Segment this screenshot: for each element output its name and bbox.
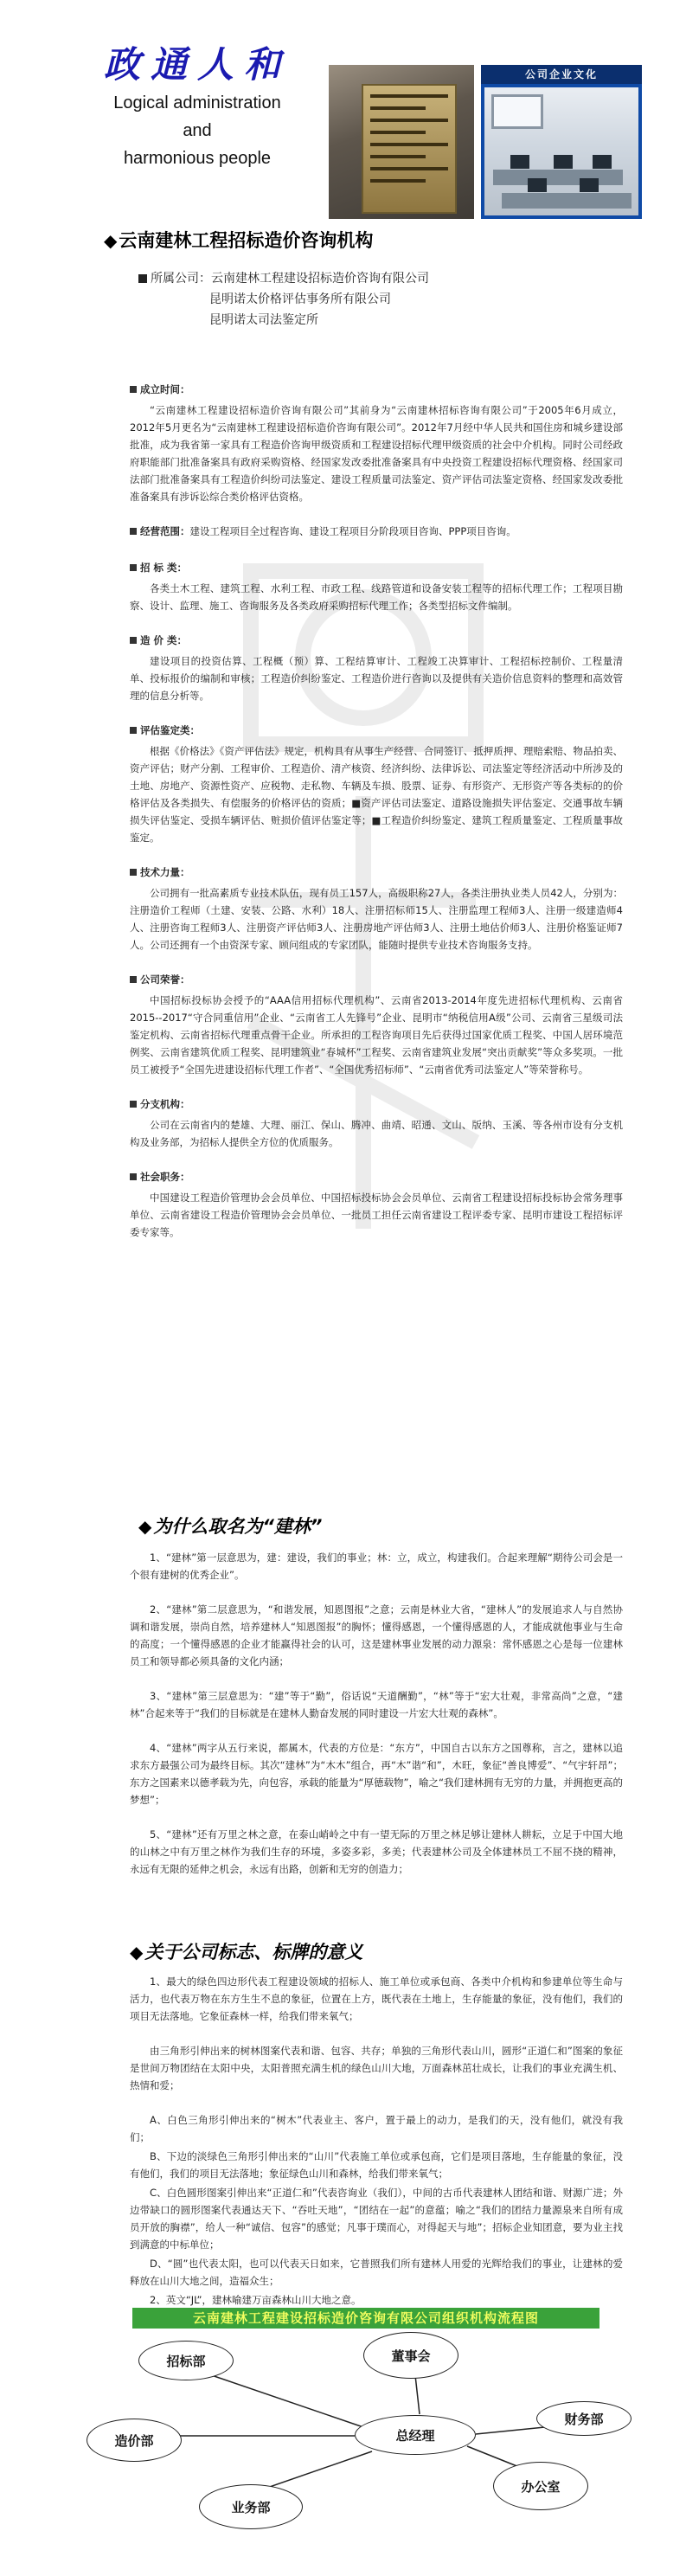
agency-details [130, 381, 623, 1243]
culture-photo-panel [481, 65, 642, 219]
slogan-chinese: 政通人和 [103, 43, 291, 86]
subheading-branches: 分支机构： [130, 1095, 623, 1113]
company-plaque [362, 84, 457, 214]
subheading-founded: 成立时间： [130, 381, 623, 398]
org-node-board: 董事会 [363, 2332, 458, 2379]
company-plaque-photo [329, 65, 474, 219]
diamond-bullet-icon: ◆ [104, 230, 118, 251]
subheading-scope: 经营范围： 建设工程项目全过程咨询、建设工程项目分阶段项目咨询、PPP项目咨询。 [130, 523, 623, 540]
square-bullet-icon [130, 727, 137, 734]
company-name: 云南建林工程建设招标造价咨询有限公司 [211, 272, 429, 286]
square-bullet-icon [130, 637, 137, 644]
square-bullet-icon [130, 1173, 137, 1180]
name-meaning-paragraph: 4、“建林”两字从五行来说，都属木，代表的方位是：“东方”，中国自古以东方之国尊称，言之，建林以追求东方最强公司为最终目标。其次“建林”为“木木”组合，再“木”谐“和”，木旺，象征“善良博爱”、“气宇轩昂”；东方之国素来以德孝载为先，向包容，承载的能量为“厚德载物”，喻之“我们建林拥有无穷的力量，并拥抱更高的梦想”； [130, 1742, 623, 1806]
section-title-name-meaning: ◆为什么取名为“建林” [138, 1516, 323, 1537]
company-name: 昆明诺太价格评估事务所有限公司 [209, 292, 391, 306]
square-bullet-icon [130, 386, 137, 393]
org-node-finance: 财务部 [536, 2401, 632, 2436]
section-title-agency: ◆云南建林工程招标造价咨询机构 [104, 230, 374, 251]
companies-label: 所属公司： [151, 272, 211, 286]
slogan-english-line-2: and [183, 121, 212, 140]
logo-meaning-paragraph: 1、最大的绿色四边形代表工程建设领域的招标人、施工单位或承包商、各类中介机构和参建单位等生命与活力，也代表万物在东方生生不息的象征，位置在上方，既代表在土地上，生存能量的象征，没有他们，我们的项目无法落地。它象征森林一样，给我们带来氧气； [130, 1975, 623, 2022]
paragraph-founded: “云南建林工程建设招标造价咨询有限公司”其前身为“云南建林招标咨询有限公司”于2005年6月成立，2012年5月更名为“云南建林工程建设招标造价咨询有限公司”。2012年7月经中华人民共和国住房和城乡建设部批准，成为我省第一家具有工程造价咨询甲级资质和工程建设招标代理甲级资质的社会中介机构。同时公司经政府职能部门批准备案具有政府采购资格、经国家发改委批准备案具有中央投资工程建设招标代理资格、经国家司法部门批准备案具有工程造价纠纷司法鉴定、建设工程质量司法鉴定、资产评估司法鉴定资格、经国家发改委批准备案具有涉诉讼综合类价格评估资格。 [130, 404, 623, 503]
square-bullet-icon [130, 564, 137, 571]
org-node-cost: 造价部 [87, 2419, 182, 2462]
logo-meaning-body [130, 1973, 623, 2310]
logo-meaning-paragraph: D、“圆”也代表太阳，也可以代表天日如来，它普照我们所有建林人用爱的光辉给我们的事业，让建林的爱释放在山川大地之间，造福众生； [130, 2258, 623, 2287]
logo-meaning-paragraph: 2、英文“JL”，建林喻建万亩森林山川大地之意。 [150, 2294, 362, 2306]
org-node-business: 业务部 [199, 2484, 303, 2529]
slogan [102, 43, 292, 170]
logo-meaning-paragraph: 由三角形引伸出来的树林图案代表和谐、包容、共存；单独的三角形代表山川，圆形“正道仁和”图案的象征是世间万物团结在太阳中央，太阳普照充满生机的绿色山川大地，万面森林茁壮成长，让我们的事业充满生机、热情和爱； [130, 2045, 623, 2091]
subheading-staff: 技术力量： [130, 864, 623, 881]
subheading-memberships: 社会职务： [130, 1168, 623, 1185]
connector-board-gm [415, 2375, 420, 2414]
subheading-bidding: 招 标 类： [130, 559, 623, 576]
square-bullet-icon [130, 869, 137, 876]
name-meaning-paragraph: 5、“建林”还有万里之林之意，在泰山峭岭之中有一望无际的万里之林足够让建林人耕耘，立足于中国大地的山林之中有万里之林作为我们生存的环境，多姿多彩，多美；代表建林公司及全体建林员工不屈不挠的精神，永远有无限的延伸之机会，永远有出路，创新和无穷的创造力； [130, 1828, 623, 1875]
logo-meaning-paragraph: C、白色圆形图案引伸出来“正道仁和”代表咨询业（我们），中间的古币代表建林人团结和谐、财源广进；外边带缺口的圆形图案代表通达天下、“吞吐天地”，“团结在一起”的意蕴；喻之“我们的团结力量源泉来自所有成员开放的胸襟”，给人一种“诚信、包容”的感觉；凡事于璞而心，对得起天与地”；招标企业知团意，要为业主找到满意的中标单位； [130, 2187, 623, 2251]
connector-bidding-gm [199, 2371, 363, 2427]
subheading-honors: 公司荣誉： [130, 971, 623, 988]
affiliated-companies [138, 268, 429, 331]
subheading-appraisal: 评估鉴定类： [130, 722, 623, 739]
slogan-english-line-1: Logical administration [113, 93, 281, 112]
org-node-office: 办公室 [493, 2462, 588, 2510]
section-title-logo-meaning: ◆关于公司标志、标牌的意义 [130, 1942, 363, 1963]
org-chart [87, 2332, 606, 2557]
paragraph-cost: 建设项目的投资估算、工程概（预）算、工程结算审计、工程竣工决算审计、工程招标控制价、工程量清单、投标报价的编制和审核；工程造价纠纷鉴定、工程造价进行咨询以及提供有关造价信息资料的整理和高效管理的信息分析等。 [130, 655, 623, 702]
name-meaning-paragraph: 1、“建林”第一层意思为，建：建设，我们的事业；林：立，成立，构建我们。合起来理解“期待公司会是一个很有建树的优秀企业”。 [130, 1551, 623, 1581]
org-chart-title: 云南建林工程建设招标造价咨询有限公司组织机构流程图 [132, 2308, 599, 2329]
org-node-gm: 总经理 [355, 2415, 476, 2455]
header-banner [0, 0, 686, 216]
logo-meaning-paragraph: B、下边的淡绿色三角形引伸出来的“山川”代表施工单位或承包商，它们是项目落地，生存能量的象征，没有他们，我们的项目无法落地；象征绿色山川和森林，给我们带来氧气； [130, 2150, 623, 2180]
company-name: 昆明诺太司法鉴定所 [209, 313, 318, 327]
office-photo [484, 87, 638, 215]
name-meaning-paragraph: 2、“建林”第二层意思为，“和谐发展，知恩图报”之意；云南是林业大省，“建林人”的发展追求人与自然协调和谐发展，崇尚自然，培养建林人“知恩图报”的胸怀；懂得感恩，一个懂得感恩的人，才能成就他事业与生命的高度；一个懂得感恩的企业才能赢得社会的认可，这是建林事业发展的动力源泉：常怀感恩之心是每一位建林员工和领导都必须具备的文化内涵； [130, 1603, 623, 1667]
org-node-bidding: 招标部 [138, 2341, 234, 2380]
diamond-bullet-icon: ◆ [130, 1942, 144, 1963]
culture-label: 公司企业文化 [481, 65, 642, 84]
name-meaning-body [130, 1549, 623, 1879]
paragraph-branches: 公司在云南省内的楚雄、大理、丽江、保山、腾冲、曲靖、昭通、文山、版纳、玉溪、等各州市设有分支机构及业务部，为招标人提供全方位的优质服务。 [130, 1119, 623, 1148]
square-bullet-icon [138, 274, 147, 283]
name-meaning-paragraph: 3、“建林”第三层意思为：“建”等于“勤”，俗话说“天道酬勤”，“林”等于“宏大壮观，非常高尚”之意，“建林”合起来等于“我们的目标就是在建林人勤奋发展的同时建设一片宏大壮观的森林”。 [130, 1690, 623, 1719]
paragraph-staff: 公司拥有一批高素质专业技术队伍，现有员工157人，高级职称27人，各类注册执业类人员42人，分别为：注册造价工程师（土建、安装、公路、水利）18人、注册招标师15人、注册监理工程师3人、注册一级建造师4人、注册咨询工程师3人、注册资产评估师3人、注册房地产评估师3人、注册土地估价师3人、注册价格鉴证师7人。公司还拥有一个由资深专家、顾问组成的专家团队，能随时提供专业技术咨询服务支持。 [130, 887, 623, 951]
square-bullet-icon [130, 528, 137, 535]
logo-meaning-paragraph: A、白色三角形引伸出来的“树木”代表业主、客户，置于最上的动力，是我们的天，没有他们，就没有我们； [130, 2114, 623, 2143]
diamond-bullet-icon: ◆ [138, 1516, 152, 1537]
paragraph-memberships: 中国建设工程造价管理协会会员单位、中国招标投标协会会员单位、云南省工程建设招标投标协会常务理事单位、云南省建设工程造价管理协会会员单位、一批员工担任云南省建设工程评委专家、昆明市建设工程招标评委专家等。 [130, 1192, 623, 1238]
square-bullet-icon [130, 1101, 137, 1108]
square-bullet-icon [130, 976, 137, 983]
paragraph-appraisal: 根据《价格法》《资产评估法》规定，机构具有从事生产经营、合同签订、抵押质押、理赔索赔、物品拍卖、资产评估；财产分割、工程审价、工程造价、清产核资、经济纠纷、法律诉讼、司法鉴定等经济活动中所涉及的土地、房地产、资源性资产、应税物、走私物、车辆及车损、股票、证券、有形资产、无形资产等各类标的的价格评估及各类损失、有偿服务的价格评估的资质；■资产评估司法鉴定、道路设施损失评估鉴定、交通事故车辆损失评估鉴定、受损车辆评估、赃损价值评估鉴定等；■工程造价纠纷鉴定、建筑工程质量鉴定、工程质量事故鉴定。 [130, 745, 623, 844]
paragraph-honors: 中国招标投标协会授予的“AAA信用招标代理机构”、云南省2013-2014年度先进招标代理机构、云南省2015--2017“守合同重信用”企业、“云南省工人先锋号”企业、昆明市“纳税信用A级”公司、云南省三星级司法鉴定机构、云南省招标代理重点骨干企业。所承担的工程咨询项目先后获得过国家优质工程奖、中国人居环境范例奖、云南省建筑优质工程奖、昆明建筑业“春城杯”工程奖、云南省建筑业发展“突出贡献奖”等众多奖项。一批员工被授予“全国先进建设招标代理工作者”、“全国优秀招标师”、“云南省优秀司法鉴定人”等荣誉称号。 [130, 994, 623, 1076]
scope-text: 建设工程项目全过程咨询、建设工程项目分阶段项目咨询、PPP项目咨询。 [189, 525, 516, 537]
paragraph-bidding: 各类土木工程、建筑工程、水利工程、市政工程、线路管道和设备安装工程等的招标代理工作；工程项目勘察、设计、监理、施工、咨询服务及各类政府采购招标代理工作；各类型招标文件编制。 [130, 582, 623, 612]
slogan-english-line-3: harmonious people [123, 149, 272, 168]
subheading-cost: 造 价 类： [130, 632, 623, 649]
